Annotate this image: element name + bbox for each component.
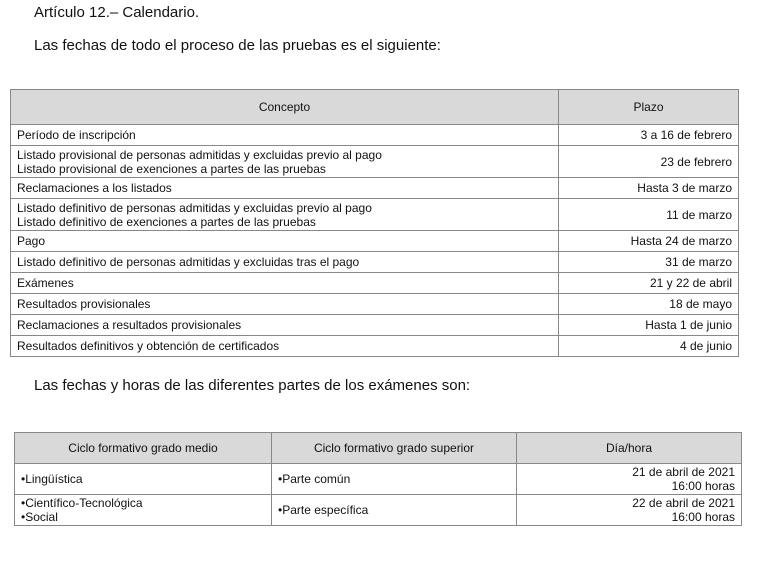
concept-cell [11,336,559,357]
concept-line: Listado provisional de personas admitidas y excluidas previo al pago [17,147,382,162]
table-row [11,199,739,231]
deadline-cell: Hasta 24 de marzo [559,231,739,252]
concept-line: Reclamaciones a resultados provisionales [17,318,242,332]
dia-hora-header: Día/hora [517,433,742,464]
grado-medio-header: Ciclo formativo grado medio [15,433,272,464]
table-row [11,294,739,315]
grado-superior-cell [272,495,517,526]
concept-line: Listado definitivo de personas admitidas y excluidas previo al pago [17,200,372,215]
concept-cell [11,146,559,178]
table-row [11,315,739,336]
intro-paragraph-1: Las fechas de todo el proceso de las pruebas es el siguiente: [34,37,441,54]
grado-superior-cell [272,464,517,495]
grado-medio-cell [15,464,272,495]
concept-line: Reclamaciones a los listados [17,181,172,195]
exam-schedule-table [14,432,742,526]
process-schedule-table [10,89,739,357]
exam-time: 16:00 horas [671,479,735,493]
concept-cell [11,273,559,294]
table-header-row [15,433,742,464]
table-row [11,336,739,357]
bullet-item: • Parte común [278,472,510,486]
dia-hora-cell [517,464,742,495]
deadline-cell: 3 a 16 de febrero [559,125,739,146]
table-row [11,231,739,252]
table-row [11,252,739,273]
concept-line: Pago [17,234,46,248]
deadline-cell: 11 de marzo [559,199,739,231]
deadline-header: Plazo [559,90,739,125]
concept-line: Listado provisional de exenciones a partes de las pruebas [17,161,326,176]
concept-line: Listado definitivo de exenciones a partes de las pruebas [17,214,316,229]
deadline-cell: 31 de marzo [559,252,739,273]
concept-cell [11,178,559,199]
bullet-item: • Científico-Tecnológica [21,496,265,510]
table-row [11,178,739,199]
table-row [11,125,739,146]
table-row [11,146,739,178]
grado-medio-cell [15,495,272,526]
concept-line: Resultados provisionales [17,297,151,311]
bullet-item: • Social [21,510,265,524]
concept-cell [11,199,559,231]
table-header-row [11,90,739,125]
bullet-item: • Parte específica [278,503,510,517]
concept-cell [11,315,559,336]
dia-hora-cell [517,495,742,526]
deadline-cell: 4 de junio [559,336,739,357]
grado-superior-header: Ciclo formativo grado superior [272,433,517,464]
concept-cell [11,125,559,146]
concept-line: Exámenes [17,276,74,290]
table-row [15,464,742,495]
concept-line: Período de inscripción [17,128,136,142]
concept-line: Resultados definitivos y obtención de certificados [17,339,280,353]
concept-cell [11,252,559,273]
exam-date: 22 de abril de 2021 [632,496,735,510]
concept-line: Listado definitivo de personas admitidas y excluidas tras el pago [17,255,360,269]
table-row [11,273,739,294]
concept-cell [11,294,559,315]
exam-date: 21 de abril de 2021 [632,465,735,479]
concept-cell [11,231,559,252]
deadline-cell: Hasta 3 de marzo [559,178,739,199]
table-row [15,495,742,526]
deadline-cell: 21 y 22 de abril [559,273,739,294]
intro-paragraph-2: Las fechas y horas de las diferentes partes de los exámenes son: [34,377,471,394]
concept-header: Concepto [11,90,559,125]
exam-time: 16:00 horas [671,510,735,524]
deadline-cell: Hasta 1 de junio [559,315,739,336]
article-heading: Artículo 12.– Calendario. [34,4,200,21]
bullet-item: • Lingüística [21,472,265,486]
deadline-cell: 23 de febrero [559,146,739,178]
deadline-cell: 18 de mayo [559,294,739,315]
